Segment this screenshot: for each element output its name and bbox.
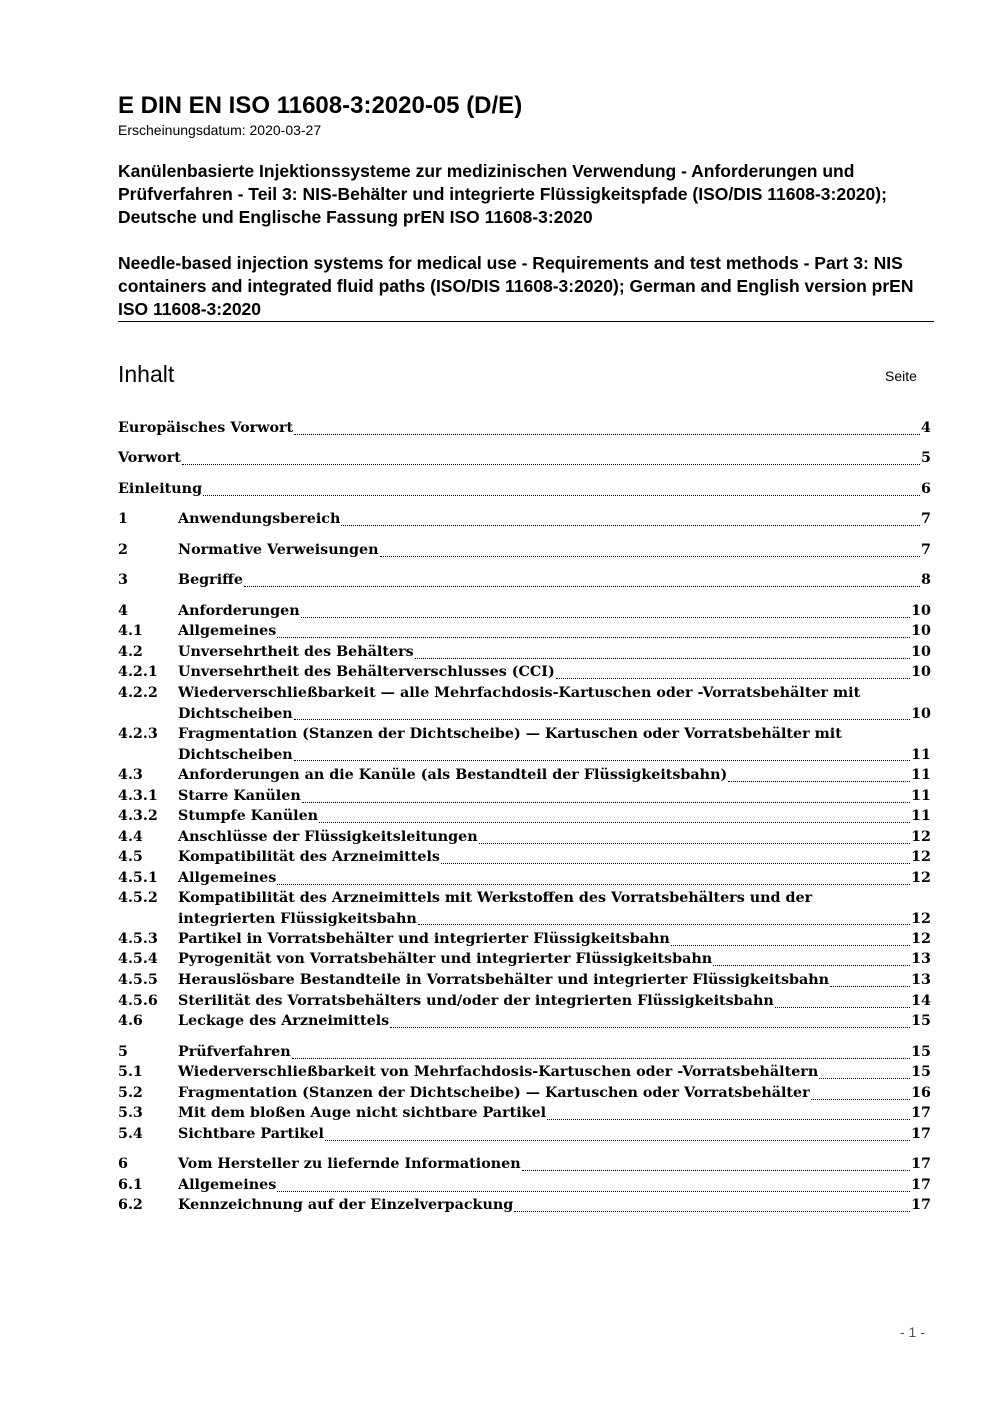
toc-entry-number: 5.1 (118, 1064, 143, 1080)
toc-entry-title: Unversehrtheit des Behälterverschlusses (CCI) (178, 664, 555, 680)
toc-entry-title: Starre Kanülen (178, 788, 301, 804)
toc-entry-number: 4.6 (118, 1013, 143, 1029)
toc-leader-dots (556, 678, 910, 679)
toc-entry-number: 2 (118, 542, 128, 558)
toc-entry-title: Anschlüsse der Flüssigkeitsleitungen (178, 829, 478, 845)
toc-leader-dots (182, 464, 920, 465)
toc-entry-number: 4.3.2 (118, 808, 158, 824)
toc-leader-dots (514, 1211, 910, 1212)
toc-entry-page: 16 (911, 1085, 931, 1101)
toc-entry-page: 8 (921, 572, 931, 588)
toc-entry-number: 6.2 (118, 1197, 143, 1213)
toc-entry-number: 4.4 (118, 829, 143, 845)
toc-leader-dots (294, 760, 910, 761)
toc-leader-dots (301, 617, 910, 618)
toc-entry-page: 10 (911, 623, 931, 639)
toc-entry-title: Kompatibilität des Arzneimittels (178, 849, 440, 865)
toc-entry-title: Vorwort (118, 450, 181, 466)
toc-entry-page: 15 (911, 1064, 931, 1080)
toc-entry-title: Wiederverschließbarkeit — alle Mehrfachdosis-Kartuschen oder -Vorratsbehälter mit (178, 685, 861, 701)
toc-entry-number: 4.5.6 (118, 993, 158, 1009)
toc-entry-number: 4.2.2 (118, 685, 158, 701)
toc-entry-page: 4 (921, 420, 931, 436)
toc-entry-page: 13 (911, 972, 931, 988)
toc-entry-title: Prüfverfahren (178, 1044, 291, 1060)
toc-leader-dots (441, 863, 910, 864)
toc-entry-title: Kennzeichnung auf der Einzelverpackung (178, 1197, 514, 1213)
toc-entry-title: Anwendungsbereich (178, 511, 341, 527)
toc-entry-number: 6 (118, 1156, 128, 1172)
toc-entry-title: Allgemeines (178, 870, 277, 886)
toc-entry-page: 12 (911, 870, 931, 886)
toc-entry-page: 10 (911, 664, 931, 680)
toc-entry-title: Sterilität des Vorratsbehälters und/oder der integrierten Flüssigkeitsbahn (178, 993, 774, 1009)
toc-entry-title: Europäisches Vorwort (118, 420, 294, 436)
toc-leader-dots (277, 637, 910, 638)
toc-entry-number: 4.1 (118, 623, 143, 639)
toc-leader-dots (302, 802, 910, 803)
toc-entry-title: Allgemeines (178, 623, 277, 639)
toc-entry-title: Partikel in Vorratsbehälter und integrierter Flüssigkeitsbahn (178, 931, 670, 947)
toc-leader-dots (277, 1191, 910, 1192)
toc-entry-title: Anforderungen (178, 603, 300, 619)
title-english: Needle-based injection systems for medical use - Requirements and test methods - Part 3: NIS containers and integrated fluid paths (ISO/DIS 11608-3:2020); German and English version prEN ISO 11608-3:2020 (118, 253, 914, 319)
toc-leader-dots (713, 965, 910, 966)
toc-entry-page: 17 (911, 1197, 931, 1213)
toc-leader-dots (479, 843, 910, 844)
toc-leader-dots (390, 1027, 910, 1028)
toc-entry-page: 14 (911, 993, 931, 1009)
toc-entry-title: Einleitung (118, 481, 203, 497)
toc-entry-number: 4.2 (118, 644, 143, 660)
toc-entry-title: Unversehrtheit des Behälters (178, 644, 414, 660)
toc-leader-dots (244, 586, 920, 587)
toc-entry-page: 17 (911, 1177, 931, 1193)
toc-heading: Inhalt (118, 361, 175, 387)
toc-leader-dots (415, 658, 910, 659)
toc-entry-page: 12 (911, 829, 931, 845)
title-german: Kanülenbasierte Injektionssysteme zur medizinischen Verwendung - Anforderungen und Prüfverfahren - Teil 3: NIS-Behälter und integrierte Flüssigkeitspfade (ISO/DIS 11608-3:2020); Deutsche und Englische Fassung prEN ISO 11608-3:2020 (118, 161, 887, 227)
toc-entry-title-continued: Dichtscheiben (178, 705, 293, 722)
toc-entry-title: Pyrogenität von Vorratsbehälter und integrierter Flüssigkeitsbahn (178, 951, 713, 967)
toc-leader-dots (203, 495, 920, 496)
toc-leader-dots (819, 1078, 910, 1079)
toc-entry-title: Anforderungen an die Kanüle (als Bestandteil der Flüssigkeitsbahn) (178, 767, 728, 783)
toc-entry-page: 10 (911, 644, 931, 660)
toc-leader-dots (830, 986, 910, 987)
toc-entry-page: 17 (911, 1156, 931, 1172)
toc-entry-page: 12 (911, 849, 931, 865)
toc-leader-dots (522, 1170, 910, 1171)
toc-entry-number: 1 (118, 511, 128, 527)
toc-entry-title: Vom Hersteller zu liefernde Informationen (178, 1156, 521, 1172)
toc-leader-dots (775, 1007, 910, 1008)
toc-entry-page: 5 (921, 450, 931, 466)
toc-entry-page: 11 (911, 746, 931, 763)
toc-entry-number: 5.4 (118, 1126, 143, 1142)
toc-entry-number: 3 (118, 572, 128, 588)
toc-entry-number: 4.3.1 (118, 788, 158, 804)
toc-entry-title: Herauslösbare Bestandteile in Vorratsbehälter und integrierter Flüssigkeitsbahn (178, 972, 830, 988)
toc-entry-page: 13 (911, 951, 931, 967)
title-divider (118, 321, 934, 322)
toc-entry-title: Leckage des Arzneimittels (178, 1013, 390, 1029)
toc-entry-number: 5.2 (118, 1085, 143, 1101)
toc-leader-dots (341, 525, 920, 526)
toc-entry-page: 11 (911, 767, 931, 783)
toc-entry-number: 6.1 (118, 1177, 143, 1193)
toc-entry-number: 4 (118, 603, 128, 619)
toc-entry-page: 17 (911, 1105, 931, 1121)
toc-leader-dots (380, 556, 921, 557)
toc-leader-dots (728, 781, 910, 782)
toc-entry-title: Stumpfe Kanülen (178, 808, 319, 824)
toc-entry-page: 15 (911, 1013, 931, 1029)
toc-entry-page: 12 (911, 910, 931, 927)
toc-leader-dots (418, 924, 910, 925)
toc-entry-page: 6 (921, 481, 931, 497)
toc-entry-number: 5 (118, 1044, 128, 1060)
toc-entry-title: Allgemeines (178, 1177, 277, 1193)
toc-entry-number: 4.5.4 (118, 951, 158, 967)
toc-entry-title: Sichtbare Partikel (178, 1126, 324, 1142)
toc-entry-page: 12 (911, 931, 931, 947)
page-number: - 1 - (900, 1324, 925, 1340)
toc-entry-page: 15 (911, 1044, 931, 1060)
toc-entry-page: 11 (911, 788, 931, 804)
toc-leader-dots (294, 719, 910, 720)
toc-entry-title: Mit dem bloßen Auge nicht sichtbare Partikel (178, 1105, 547, 1121)
toc-leader-dots (294, 434, 920, 435)
toc-entry-page: 11 (911, 808, 931, 824)
document-id: E DIN EN ISO 11608-3:2020-05 (D/E) (118, 92, 523, 119)
toc-entry-page: 7 (921, 511, 931, 527)
toc-entry-title: Normative Verweisungen (178, 542, 379, 558)
toc-leader-dots (277, 884, 910, 885)
toc-entry-number: 4.2.3 (118, 726, 158, 742)
toc-entry-number: 4.5.5 (118, 972, 158, 988)
toc-leader-dots (671, 945, 910, 946)
toc-entry-number: 4.5.3 (118, 931, 158, 947)
toc-entry-title-continued: integrierten Flüssigkeitsbahn (178, 910, 417, 927)
toc-page-label: Seite (885, 368, 917, 384)
toc-entry-number: 5.3 (118, 1105, 143, 1121)
toc-leader-dots (811, 1099, 910, 1100)
toc-entry-number: 4.5.2 (118, 890, 158, 906)
toc-entry-page: 17 (911, 1126, 931, 1142)
toc-entry-title: Wiederverschließbarkeit von Mehrfachdosis-Kartuschen oder -Vorratsbehältern (178, 1064, 819, 1080)
toc-entry-title: Fragmentation (Stanzen der Dichtscheibe) — Kartuschen oder Vorratsbehälter (178, 1085, 810, 1101)
toc-leader-dots (547, 1119, 910, 1120)
toc-entry-page: 10 (911, 603, 931, 619)
publication-date: Erscheinungsdatum: 2020-03-27 (118, 122, 322, 138)
toc-entry-title: Fragmentation (Stanzen der Dichtscheibe) — Kartuschen oder Vorratsbehälter mit (178, 726, 842, 742)
toc-entry-title: Begriffe (178, 572, 243, 588)
toc-entry-title-continued: Dichtscheiben (178, 746, 293, 763)
toc-entry-page: 10 (911, 705, 931, 722)
toc-leader-dots (292, 1058, 910, 1059)
toc-entry-number: 4.2.1 (118, 664, 158, 680)
toc-entry-number: 4.3 (118, 767, 143, 783)
toc-entry-title: Kompatibilität des Arzneimittels mit Werkstoffen des Vorratsbehälters und der (178, 890, 813, 906)
toc-entry-page: 7 (921, 542, 931, 558)
toc-leader-dots (319, 822, 910, 823)
toc-leader-dots (325, 1140, 910, 1141)
toc-entry-number: 4.5.1 (118, 870, 158, 886)
toc-entry-number: 4.5 (118, 849, 143, 865)
